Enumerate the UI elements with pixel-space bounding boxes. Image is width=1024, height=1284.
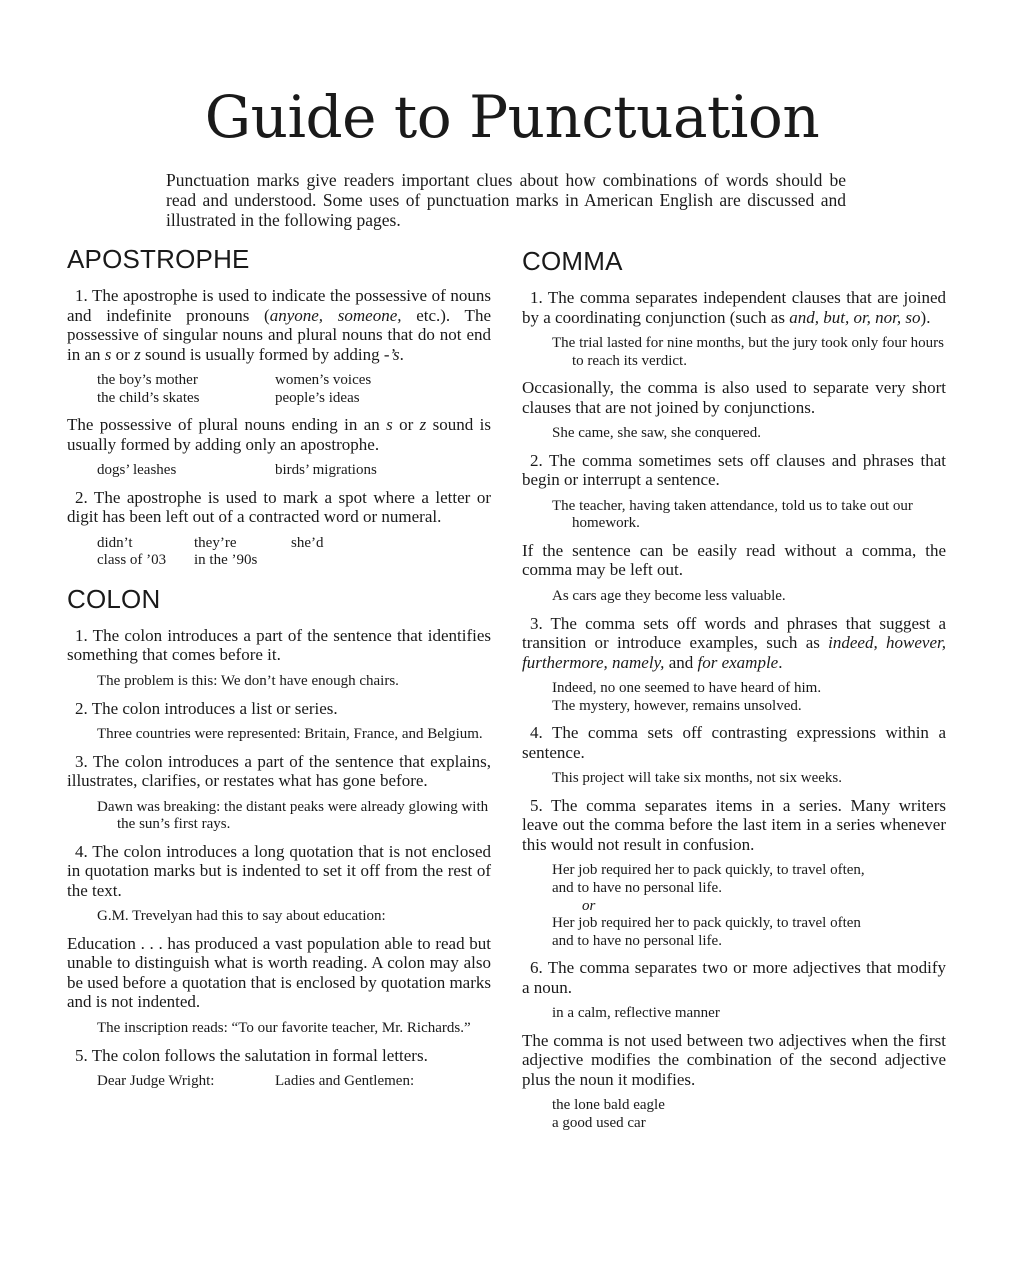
comma-rule-6b: The comma is not used between two adjectives when the first adjective modifies the combination of the second adjective plus the noun it modifies. [522, 1030, 946, 1089]
colon-example-4: G.M. Trevelyan had this to say about education: [97, 908, 386, 925]
apostrophe-examples-1b [97, 462, 491, 480]
apostrophe-examples-1 [97, 372, 491, 407]
example: Indeed, no one seemed to have heard of him. [552, 680, 822, 697]
example: Ladies and Gentlemen: [275, 1073, 415, 1090]
comma-examples-5 [552, 862, 946, 950]
comma-rule-4: 4. The comma sets off contrasting expressions within a sentence. [522, 723, 946, 762]
comma-heading: COMMA [522, 246, 623, 276]
page-title: Guide to Punctuation [204, 83, 820, 151]
example: The mystery, however, remains unsolved. [552, 697, 802, 714]
comma-rule-1b: Occasionally, the comma is also used to separate very short clauses that are not joined by conjunctions. [522, 378, 946, 417]
comma-example-2b: As cars age they become less valuable. [552, 587, 786, 604]
apostrophe-rule-1: 1. The apostrophe is used to indicate the possessive of nouns and indefinite pronouns (anyone, someone, etc.). The possessive of singular nouns and plural nouns that do not end in an s or z sound is usually formed by adding -’s. [67, 286, 491, 364]
example: and to have no personal life. [552, 879, 722, 896]
comma-rule-2b: If the sentence can be easily read without a comma, the comma may be left out. [522, 540, 946, 580]
colon-rule-1: 1. The colon introduces a part of the sentence that identifies something that comes before it. [67, 625, 491, 665]
example: dogs’ leashes [97, 462, 177, 479]
comma-examples-3 [552, 680, 946, 715]
apostrophe-rule-2: 2. The apostrophe is used to mark a spot where a letter or digit has been left out of a contracted word or numeral. [67, 487, 491, 527]
example: women’s voices [275, 372, 372, 388]
comma-rule-6: 6. The comma separates two or more adjectives that modify a noun. [522, 958, 946, 997]
comma-example-1b: She came, she saw, she conquered. [552, 425, 761, 442]
right-column [522, 246, 946, 1141]
example: the boy’s mother [97, 372, 198, 388]
comma-example-2: The teacher, having taken attendance, told us to take out our homework. [552, 497, 913, 532]
example: the lone bald eagle [552, 1097, 665, 1114]
colon-rule-4: 4. The colon introduces a long quotation that is not enclosed in quotation marks but is indented to set it off from the rest of the text. [67, 841, 491, 900]
comma-rule-2: 2. The comma sometimes sets off clauses and phrases that begin or interrupt a sentence. [522, 450, 946, 490]
example: Her job required her to pack quickly, to travel often [552, 915, 861, 932]
example: people’s ideas [275, 389, 360, 406]
colon-example-3: Dawn was breaking: the distant peaks were already glowing with the sun’s first rays. [97, 798, 489, 833]
comma-example-6: in a calm, reflective manner [552, 1005, 720, 1022]
comma-rule-5: 5. The comma separates items in a series. Many writers leave out the comma before the last item in a series whenever this would not result in confusion. [522, 795, 946, 854]
colon-rule-4b: Education . . . has produced a vast population able to read but unable to distinguish what is worth reading. A colon may also be used before a quotation that is enclosed by quotation marks and is not indented. [67, 933, 491, 1012]
colon-rule-2: 2. The colon introduces a list or series. [75, 698, 338, 718]
example: and to have no personal life. [552, 932, 722, 949]
example: Dear Judge Wright: [97, 1073, 215, 1090]
colon-rule-5: 5. The colon follows the salutation in formal letters. [75, 1045, 428, 1065]
or-separator: or [582, 897, 596, 914]
colon-example-4b: The inscription reads: “To our favorite teacher, Mr. Richards.” [97, 1019, 471, 1036]
apostrophe-heading: APOSTROPHE [67, 244, 250, 274]
example: she’d [291, 534, 324, 551]
example: a good used car [552, 1115, 646, 1131]
apostrophe-rule-1b: The possessive of plural nouns ending in an s or z sound is usually formed by adding only an apostrophe. [67, 415, 491, 454]
colon-example-1: The problem is this: We don’t have enough chairs. [97, 672, 399, 689]
comma-rule-1: 1. The comma separates independent clauses that are joined by a coordinating conjunction (such as and, but, or, nor, so). [522, 288, 946, 327]
colon-example-2: Three countries were represented: Britain, France, and Belgium. [97, 726, 483, 743]
example: didn’t [97, 534, 133, 551]
example: birds’ migrations [275, 462, 377, 479]
example: class of ’03 [97, 552, 167, 569]
colon-heading: COLON [67, 583, 161, 614]
example: in the ’90s [194, 552, 258, 569]
apostrophe-examples-2 [97, 535, 491, 570]
example [291, 552, 388, 570]
left-column [67, 244, 491, 1099]
example: the child’s skates [97, 389, 200, 406]
comma-examples-6b [552, 1097, 946, 1132]
comma-example-1: The trial lasted for nine months, but the jury took only four hours to reach its verdict. [552, 335, 945, 369]
colon-examples-5 [97, 1073, 491, 1091]
comma-example-4: This project will take six months, not six weeks. [552, 770, 842, 787]
example: Her job required her to pack quickly, to travel often, [552, 862, 865, 879]
comma-rule-3: 3. The comma sets off words and phrases that suggest a transition or introduce examples, such as indeed, however, furthermore, namely, and for example. [522, 613, 946, 672]
intro-paragraph: Punctuation marks give readers important clues about how combinations of words should be read and understood. Some uses of punctuation marks in American English are discussed and illustrated in the following pages. [166, 170, 846, 230]
example: they’re [194, 534, 237, 551]
colon-rule-3: 3. The colon introduces a part of the sentence that explains, illustrates, clarifies, or restates what has gone before. [67, 751, 491, 791]
